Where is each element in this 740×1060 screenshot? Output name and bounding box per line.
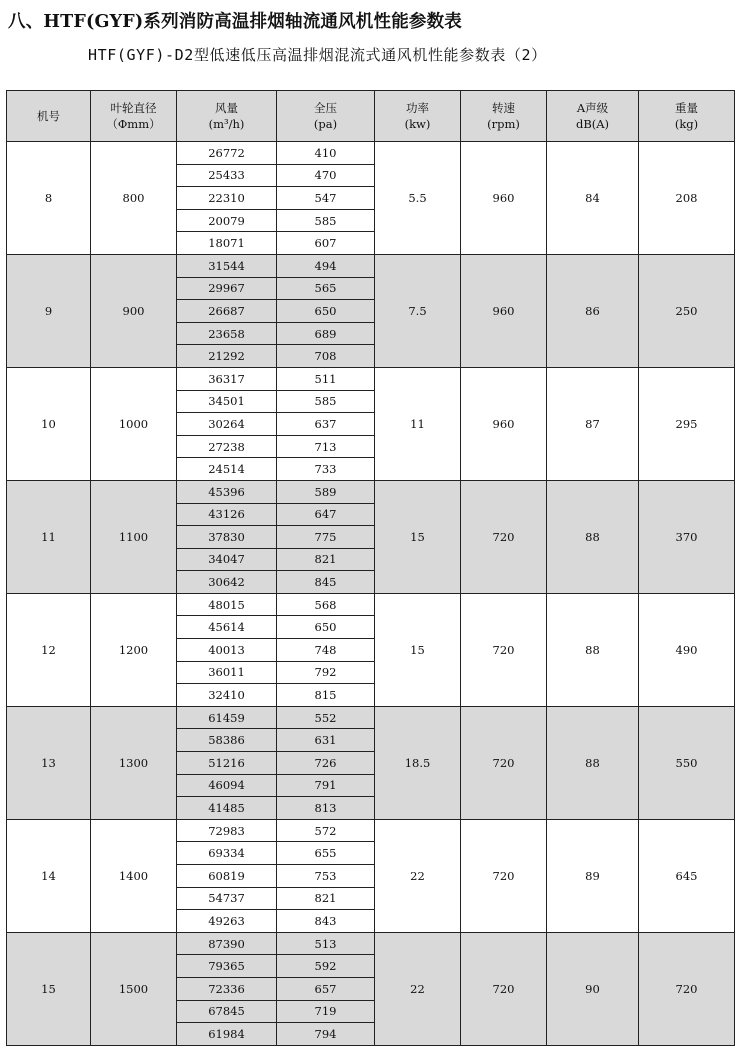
airflow-cell: 25433 [177, 164, 277, 187]
weight-cell: 208 [639, 142, 735, 255]
impeller-diameter-cell: 1500 [91, 932, 177, 1045]
pressure-cell: 410 [277, 142, 375, 165]
pressure-cell: 794 [277, 1023, 375, 1046]
power-cell: 5.5 [375, 142, 461, 255]
airflow-cell: 87390 [177, 932, 277, 955]
airflow-cell: 34501 [177, 390, 277, 413]
weight-cell: 720 [639, 932, 735, 1045]
pressure-cell: 657 [277, 977, 375, 1000]
airflow-cell: 23658 [177, 322, 277, 345]
power-cell: 18.5 [375, 706, 461, 819]
weight-cell: 250 [639, 254, 735, 367]
weight-cell: 645 [639, 819, 735, 932]
fan-group [7, 593, 735, 706]
speed-cell: 960 [461, 254, 547, 367]
weight-cell: 490 [639, 593, 735, 706]
airflow-cell: 72983 [177, 819, 277, 842]
pressure-cell: 637 [277, 413, 375, 436]
speed-cell: 720 [461, 480, 547, 593]
airflow-cell: 31544 [177, 254, 277, 277]
pressure-cell: 713 [277, 435, 375, 458]
pressure-cell: 572 [277, 819, 375, 842]
pressure-cell: 511 [277, 367, 375, 390]
pressure-cell: 748 [277, 639, 375, 662]
power-cell: 22 [375, 932, 461, 1045]
airflow-cell: 32410 [177, 684, 277, 707]
speed-cell: 720 [461, 706, 547, 819]
pressure-cell: 547 [277, 187, 375, 210]
airflow-cell: 34047 [177, 548, 277, 571]
impeller-diameter-cell: 1300 [91, 706, 177, 819]
airflow-cell: 69334 [177, 842, 277, 865]
airflow-cell: 22310 [177, 187, 277, 210]
table-row [7, 254, 735, 277]
airflow-cell: 48015 [177, 593, 277, 616]
airflow-cell: 79365 [177, 955, 277, 978]
power-cell: 7.5 [375, 254, 461, 367]
weight-cell: 370 [639, 480, 735, 593]
noise-cell: 84 [547, 142, 639, 255]
airflow-cell: 20079 [177, 209, 277, 232]
table-subtitle: HTF(GYF)-D2型低速低压高温排烟混流式通风机性能参数表（2） [88, 46, 547, 64]
airflow-cell: 37830 [177, 526, 277, 549]
fan-group [7, 367, 735, 480]
weight-cell: 550 [639, 706, 735, 819]
airflow-cell: 36317 [177, 367, 277, 390]
airflow-cell: 61984 [177, 1023, 277, 1046]
pressure-cell: 753 [277, 865, 375, 888]
fan-number-cell: 11 [7, 480, 91, 593]
pressure-cell: 589 [277, 480, 375, 503]
col-header-noise: A声级 dB(A) [547, 91, 639, 142]
pressure-cell: 607 [277, 232, 375, 255]
impeller-diameter-cell: 1000 [91, 367, 177, 480]
col-header-power: 功率 (kw) [375, 91, 461, 142]
airflow-cell: 49263 [177, 910, 277, 933]
pressure-cell: 708 [277, 345, 375, 368]
power-cell: 15 [375, 593, 461, 706]
fan-number-cell: 15 [7, 932, 91, 1045]
airflow-cell: 72336 [177, 977, 277, 1000]
airflow-cell: 26772 [177, 142, 277, 165]
impeller-diameter-cell: 900 [91, 254, 177, 367]
col-header-airflow: 风量 (m³/h) [177, 91, 277, 142]
table-row [7, 367, 735, 390]
airflow-cell: 67845 [177, 1000, 277, 1023]
airflow-cell: 54737 [177, 887, 277, 910]
airflow-cell: 60819 [177, 865, 277, 888]
airflow-cell: 45614 [177, 616, 277, 639]
pressure-cell: 733 [277, 458, 375, 481]
impeller-diameter-cell: 800 [91, 142, 177, 255]
airflow-cell: 29967 [177, 277, 277, 300]
pressure-cell: 821 [277, 548, 375, 571]
fan-group [7, 480, 735, 593]
table-row [7, 706, 735, 729]
pressure-cell: 650 [277, 616, 375, 639]
performance-table [6, 90, 735, 1046]
speed-cell: 960 [461, 367, 547, 480]
page-title: 八、HTF(GYF)系列消防高温排烟轴流通风机性能参数表 [8, 12, 463, 32]
fan-number-cell: 9 [7, 254, 91, 367]
power-cell: 15 [375, 480, 461, 593]
table-row [7, 593, 735, 616]
airflow-cell: 40013 [177, 639, 277, 662]
airflow-cell: 24514 [177, 458, 277, 481]
fan-group [7, 932, 735, 1045]
speed-cell: 720 [461, 932, 547, 1045]
weight-cell: 295 [639, 367, 735, 480]
noise-cell: 88 [547, 480, 639, 593]
pressure-cell: 552 [277, 706, 375, 729]
power-cell: 22 [375, 819, 461, 932]
table-row [7, 932, 735, 955]
noise-cell: 88 [547, 706, 639, 819]
fan-number-cell: 14 [7, 819, 91, 932]
airflow-cell: 51216 [177, 752, 277, 775]
airflow-cell: 30264 [177, 413, 277, 436]
fan-group [7, 819, 735, 932]
airflow-cell: 30642 [177, 571, 277, 594]
noise-cell: 90 [547, 932, 639, 1045]
col-header-speed: 转速 (rpm) [461, 91, 547, 142]
pressure-cell: 845 [277, 571, 375, 594]
fan-group [7, 706, 735, 819]
airflow-cell: 36011 [177, 661, 277, 684]
pressure-cell: 513 [277, 932, 375, 955]
table-row [7, 480, 735, 503]
fan-number-cell: 12 [7, 593, 91, 706]
fan-group [7, 254, 735, 367]
noise-cell: 86 [547, 254, 639, 367]
pressure-cell: 647 [277, 503, 375, 526]
pressure-cell: 726 [277, 752, 375, 775]
pressure-cell: 813 [277, 797, 375, 820]
speed-cell: 720 [461, 593, 547, 706]
table-row [7, 819, 735, 842]
airflow-cell: 26687 [177, 300, 277, 323]
pressure-cell: 565 [277, 277, 375, 300]
airflow-cell: 18071 [177, 232, 277, 255]
fan-number-cell: 10 [7, 367, 91, 480]
pressure-cell: 585 [277, 209, 375, 232]
noise-cell: 89 [547, 819, 639, 932]
pressure-cell: 650 [277, 300, 375, 323]
pressure-cell: 585 [277, 390, 375, 413]
speed-cell: 720 [461, 819, 547, 932]
pressure-cell: 470 [277, 164, 375, 187]
airflow-cell: 45396 [177, 480, 277, 503]
fan-number-cell: 8 [7, 142, 91, 255]
airflow-cell: 58386 [177, 729, 277, 752]
col-header-diameter: 叶轮直径 （Φmm） [91, 91, 177, 142]
airflow-cell: 43126 [177, 503, 277, 526]
pressure-cell: 843 [277, 910, 375, 933]
fan-number-cell: 13 [7, 706, 91, 819]
pressure-cell: 655 [277, 842, 375, 865]
pressure-cell: 568 [277, 593, 375, 616]
pressure-cell: 689 [277, 322, 375, 345]
col-header-no: 机号 [7, 91, 91, 142]
airflow-cell: 46094 [177, 774, 277, 797]
pressure-cell: 631 [277, 729, 375, 752]
impeller-diameter-cell: 1400 [91, 819, 177, 932]
impeller-diameter-cell: 1200 [91, 593, 177, 706]
pressure-cell: 791 [277, 774, 375, 797]
airflow-cell: 21292 [177, 345, 277, 368]
power-cell: 11 [375, 367, 461, 480]
airflow-cell: 61459 [177, 706, 277, 729]
fan-group [7, 142, 735, 255]
col-header-pressure: 全压 (pa) [277, 91, 375, 142]
pressure-cell: 792 [277, 661, 375, 684]
pressure-cell: 592 [277, 955, 375, 978]
airflow-cell: 27238 [177, 435, 277, 458]
airflow-cell: 41485 [177, 797, 277, 820]
noise-cell: 87 [547, 367, 639, 480]
pressure-cell: 719 [277, 1000, 375, 1023]
pressure-cell: 815 [277, 684, 375, 707]
noise-cell: 88 [547, 593, 639, 706]
pressure-cell: 821 [277, 887, 375, 910]
header-row [7, 91, 735, 142]
speed-cell: 960 [461, 142, 547, 255]
table-row [7, 142, 735, 165]
pressure-cell: 775 [277, 526, 375, 549]
col-header-weight: 重量 (kg) [639, 91, 735, 142]
pressure-cell: 494 [277, 254, 375, 277]
impeller-diameter-cell: 1100 [91, 480, 177, 593]
